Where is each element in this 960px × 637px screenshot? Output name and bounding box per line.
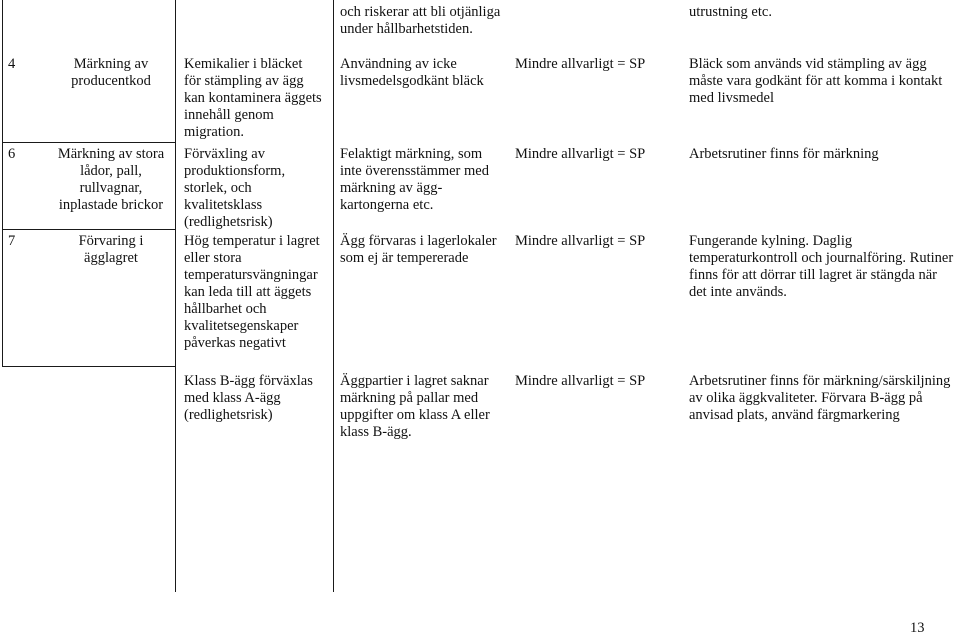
row-6-classification: Mindre allvarligt = SP xyxy=(515,146,646,162)
row-4-cause: Användning av icke livsmedelsgodkänt bläck xyxy=(340,56,484,89)
row-7-number: 7 xyxy=(8,233,16,249)
row-divider-3 xyxy=(2,366,176,367)
row-divider-2 xyxy=(2,229,176,230)
row-4-number: 4 xyxy=(8,56,16,72)
row-6-number: 6 xyxy=(8,146,16,162)
row-4-classification: Mindre allvarligt = SP xyxy=(515,56,646,72)
row-divider-1 xyxy=(2,142,176,143)
row-7-control: Fungerande kylning. Daglig temperaturkontroll och journalföring. Rutiner finns för att dörrar till lagret är stängda när det inte används. xyxy=(689,233,954,300)
row-6-step: Märkning av stora lådor, pall, rullvagnar, inplastade brickor xyxy=(57,146,165,213)
table-border-left xyxy=(2,0,3,367)
page-number: 13 xyxy=(910,620,925,636)
row-7b-control: Arbetsrutiner finns för märkning/särskiljning av olika äggkvaliteter. Förvara B-ägg på anvisad plats, använd färgmarkering xyxy=(689,373,951,423)
continuation-cause: och riskerar att bli otjänliga under hållbarhetstiden. xyxy=(340,4,501,37)
column-divider-2 xyxy=(333,0,334,592)
row-7b-risk: Klass B-ägg förväxlas med klass A-ägg (redlighetsrisk) xyxy=(184,373,313,423)
row-7b-cause: Äggpartier i lagret saknar märkning på pallar med uppgifter om klass A eller klass B-ägg. xyxy=(340,373,490,440)
row-7b-classification: Mindre allvarligt = SP xyxy=(515,373,646,389)
row-7-step: Förvaring i ägglagret xyxy=(78,233,144,266)
column-divider-1 xyxy=(175,0,176,592)
row-6-cause: Felaktigt märkning, som inte överensstämmer med märkning av ägg-kartongerna etc. xyxy=(340,146,489,213)
row-7-classification: Mindre allvarligt = SP xyxy=(515,233,646,249)
row-7-cause: Ägg förvaras i lagerlokaler som ej är tempererade xyxy=(340,233,497,266)
row-6-risk: Förväxling av produktionsform, storlek, och kvalitetsklass (redlighetsrisk) xyxy=(184,146,286,230)
row-4-step: Märkning av producentkod xyxy=(71,56,151,89)
row-6-control: Arbetsrutiner finns för märkning xyxy=(689,146,879,162)
row-4-risk: Kemikalier i bläcket för stämpling av ägg kan kontaminera äggets innehåll genom migration. xyxy=(184,56,322,140)
continuation-control: utrustning etc. xyxy=(689,4,772,20)
row-4-control: Bläck som används vid stämpling av ägg måste vara godkänt för att komma i kontakt med livsmedel xyxy=(689,56,943,106)
row-7-risk: Hög temperatur i lagret eller stora temperatursvängningar kan leda till att äggets hållbarhet och kvalitetsegenskaper påverkas negativt xyxy=(184,233,320,351)
